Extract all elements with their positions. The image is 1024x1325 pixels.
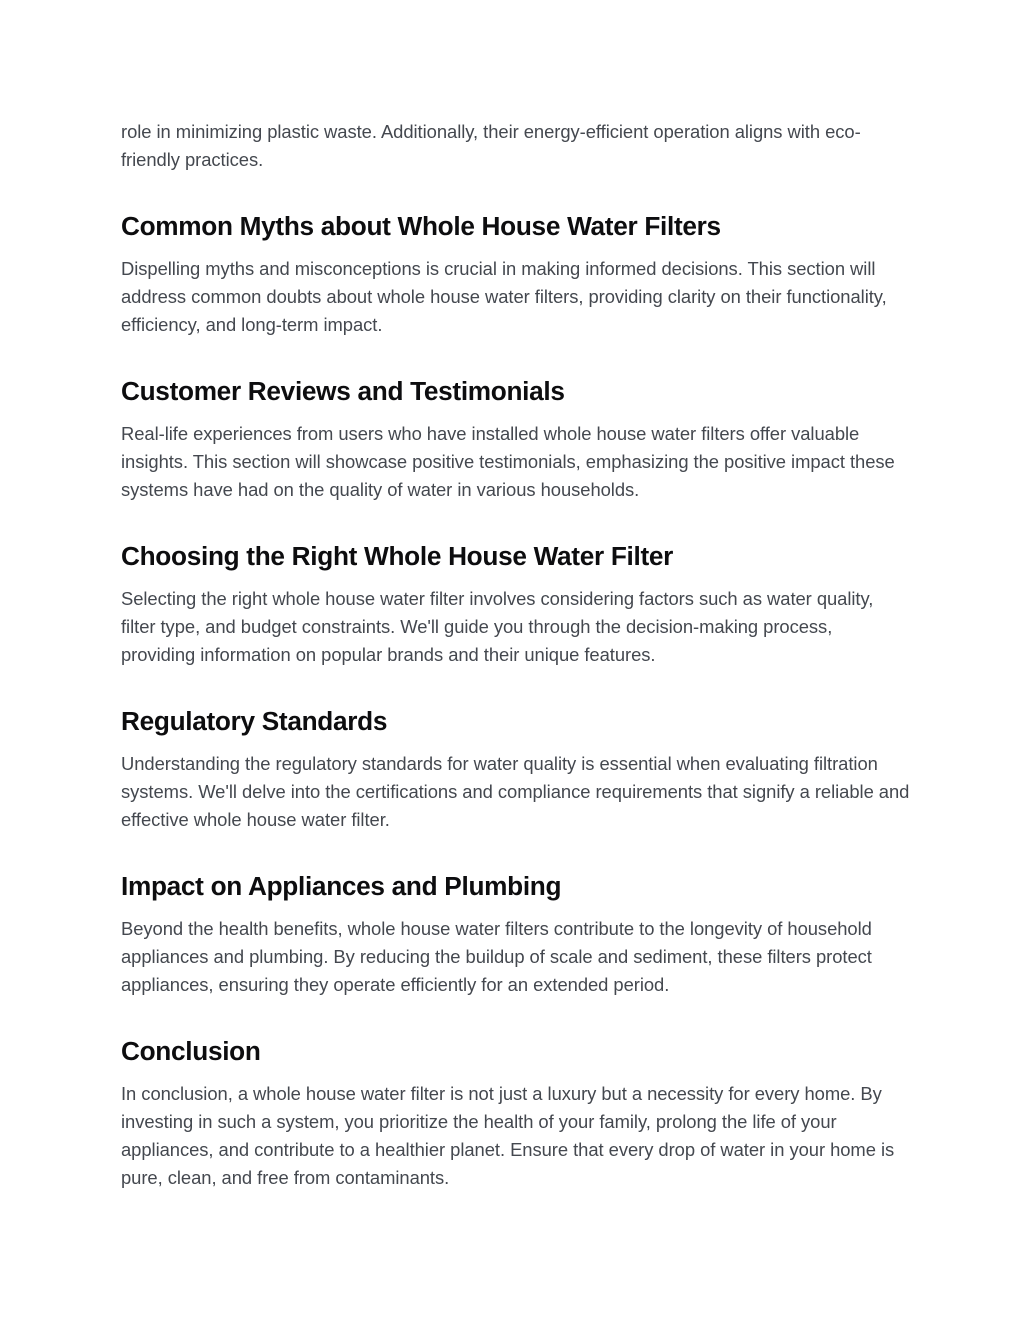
section-conclusion bbox=[121, 1035, 911, 1192]
section-heading: Regulatory Standards bbox=[121, 706, 388, 736]
section-paragraph: Dispelling myths and misconceptions is crucial in making informed decisions. This section will address common doubts about whole house water filters, providing clarity on their functionality, efficiency, and long-term impact. bbox=[121, 258, 887, 335]
section-impact-appliances bbox=[121, 870, 911, 999]
section-heading: Common Myths about Whole House Water Filters bbox=[121, 211, 721, 241]
section-common-myths bbox=[121, 210, 911, 339]
section-regulatory-standards bbox=[121, 705, 911, 834]
section-paragraph: Understanding the regulatory standards for water quality is essential when evaluating filtration systems. We'll delve into the certifications and compliance requirements that signify a reliable and effective whole house water filter. bbox=[121, 753, 910, 830]
section-heading: Customer Reviews and Testimonials bbox=[121, 376, 565, 406]
section-paragraph: Real-life experiences from users who have installed whole house water filters offer valuable insights. This section will showcase positive testimonials, emphasizing the positive impact these systems have had on the quality of water in various households. bbox=[121, 423, 895, 500]
section-paragraph: Beyond the health benefits, whole house water filters contribute to the longevity of household appliances and plumbing. By reducing the buildup of scale and sediment, these filters protect appliances, ensuring they operate efficiently for an extended period. bbox=[121, 918, 872, 995]
section-paragraph: Selecting the right whole house water filter involves considering factors such as water quality, filter type, and budget constraints. We'll guide you through the decision-making process, providing information on popular brands and their unique features. bbox=[121, 588, 874, 665]
section-heading: Conclusion bbox=[121, 1036, 261, 1066]
section-choosing-filter bbox=[121, 540, 911, 669]
intro-paragraph: role in minimizing plastic waste. Additionally, their energy-efficient operation aligns with eco-friendly practices. bbox=[121, 121, 861, 170]
section-customer-reviews bbox=[121, 375, 911, 504]
section-heading: Impact on Appliances and Plumbing bbox=[121, 871, 562, 901]
section-heading: Choosing the Right Whole House Water Filter bbox=[121, 541, 674, 571]
section-paragraph: In conclusion, a whole house water filter is not just a luxury but a necessity for every home. By investing in such a system, you prioritize the health of your family, prolong the life of your appliances, and contribute to a healthier planet. Ensure that every drop of water in your home is pure, clean, and free from contaminants. bbox=[121, 1083, 895, 1188]
document-page bbox=[121, 118, 911, 1192]
